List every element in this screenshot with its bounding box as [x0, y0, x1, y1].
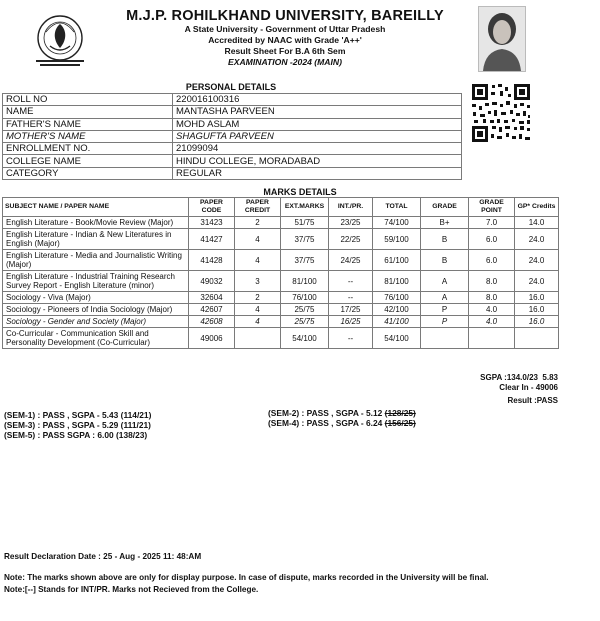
sgpa-value: 5.83: [542, 373, 558, 382]
table-row: [3, 292, 559, 304]
subject-cell: Co-Curricular - Communication Skill and Personality Development (Co-Curricular): [3, 328, 189, 349]
grade-point-cell: [469, 328, 515, 349]
semester-results-right: [268, 408, 416, 428]
int-cell: 17/25: [329, 304, 373, 316]
table-row: [3, 94, 462, 106]
gp-credits-cell: [515, 328, 559, 349]
total-cell: 41/100: [373, 316, 421, 328]
personal-details-title: PERSONAL DETAILS: [185, 82, 277, 92]
ext-cell: 51/75: [281, 217, 329, 229]
accreditation: Accredited by NAAC with Grade 'A++': [208, 35, 362, 45]
result-declaration-date: Result Declaration Date : 25 - Aug - 2025 11: 48:AM: [4, 552, 202, 561]
ext-cell: 25/75: [281, 304, 329, 316]
sem3-result: (SEM-3) : PASS , SGPA - 5.29 (111/21): [4, 420, 151, 430]
subject-cell: Sociology - Gender and Society (Major): [3, 316, 189, 328]
code-cell: 42607: [189, 304, 235, 316]
clear-in: Clear In - 49006: [499, 383, 558, 392]
ext-cell: 37/75: [281, 229, 329, 250]
sem5-result: (SEM-5) : PASS SGPA : 6.00 (138/23): [4, 430, 148, 440]
sem2-prefix: (SEM-2) : PASS , SGPA - 5.12: [268, 408, 385, 418]
category-value: REGULAR: [173, 167, 462, 179]
grade-point-cell: 8.0: [469, 292, 515, 304]
table-row: [3, 130, 462, 142]
table-row: [3, 271, 559, 292]
father-name-label: FATHER'S NAME: [3, 118, 173, 130]
table-row: [3, 118, 462, 130]
grade-point-cell: 7.0: [469, 217, 515, 229]
grade-point-cell: 4.0: [469, 316, 515, 328]
int-cell: 16/25: [329, 316, 373, 328]
document-header: [100, 8, 470, 68]
credit-cell: 4: [235, 304, 281, 316]
ext-cell: 25/75: [281, 316, 329, 328]
credit-cell: 4: [235, 250, 281, 271]
total-cell: 61/100: [373, 250, 421, 271]
gp-credits-cell: 16.0: [515, 316, 559, 328]
subject-cell: English Literature - Industrial Training Research Survey Report - English Literature (minor): [3, 271, 189, 292]
roll-no-label: ROLL NO: [3, 94, 173, 106]
result-sheet-title: Result Sheet For B.A 6th Sem: [224, 46, 346, 56]
roll-no-value: 220016100316: [173, 94, 462, 106]
table-row: [3, 229, 559, 250]
code-cell: 32604: [189, 292, 235, 304]
grade-point-cell: 4.0: [469, 304, 515, 316]
table-header-row: [3, 198, 559, 217]
table-row: [3, 167, 462, 179]
marks-details-title: MARKS DETAILS: [263, 187, 337, 197]
table-row: [3, 155, 462, 167]
grade-cell: [421, 328, 469, 349]
grade-cell: B: [421, 229, 469, 250]
credit-cell: 4: [235, 229, 281, 250]
grade-cell: A: [421, 292, 469, 304]
code-cell: 41428: [189, 250, 235, 271]
footer-note-1: Note: The marks shown above are only for display purpose. In case of dispute, marks recorded in the University will be final.: [4, 573, 489, 582]
code-cell: 31423: [189, 217, 235, 229]
credit-cell: 4: [235, 316, 281, 328]
code-cell: 49006: [189, 328, 235, 349]
table-row: [3, 217, 559, 229]
sem4-ratio: (156/25): [384, 418, 416, 428]
table-row: [3, 328, 559, 349]
sem1-result: (SEM-1) : PASS , SGPA - 5.43 (114/21): [4, 410, 152, 420]
subject-cell: English Literature - Indian & New Literatures in English (Major): [3, 229, 189, 250]
ext-cell: 76/100: [281, 292, 329, 304]
table-row: [3, 316, 559, 328]
credit-cell: 2: [235, 217, 281, 229]
col-total: TOTAL: [373, 198, 421, 217]
mother-name-value: SHAGUFTA PARVEEN: [173, 130, 462, 142]
col-paper-credit: PAPER CREDIT: [235, 198, 281, 217]
grade-point-cell: 6.0: [469, 250, 515, 271]
student-photo: [478, 6, 526, 72]
gp-credits-cell: 16.0: [515, 304, 559, 316]
total-cell: 59/100: [373, 229, 421, 250]
total-cell: 76/100: [373, 292, 421, 304]
grade-point-cell: 8.0: [469, 271, 515, 292]
col-subject: SUBJECT NAME / PAPER NAME: [3, 198, 189, 217]
col-grade: GRADE: [421, 198, 469, 217]
credit-cell: [235, 328, 281, 349]
credit-cell: 3: [235, 271, 281, 292]
sem2-result: [268, 408, 416, 418]
qr-code: [470, 82, 532, 144]
ext-cell: 54/100: [281, 328, 329, 349]
total-cell: 81/100: [373, 271, 421, 292]
code-cell: 42608: [189, 316, 235, 328]
credit-cell: 2: [235, 292, 281, 304]
personal-details-table: [2, 93, 462, 180]
gp-credits-cell: 24.0: [515, 271, 559, 292]
total-cell: 74/100: [373, 217, 421, 229]
int-cell: 23/25: [329, 217, 373, 229]
col-gp-credits: GP* Credits: [515, 198, 559, 217]
ext-cell: 37/75: [281, 250, 329, 271]
col-paper-code: PAPER CODE: [189, 198, 235, 217]
col-int-pr: INT./PR.: [329, 198, 373, 217]
subject-cell: English Literature - Book/Movie Review (Major): [3, 217, 189, 229]
name-value: MANTASHA PARVEEN: [173, 106, 462, 118]
grade-cell: B: [421, 250, 469, 271]
gp-credits-cell: 14.0: [515, 217, 559, 229]
code-cell: 41427: [189, 229, 235, 250]
code-cell: 49032: [189, 271, 235, 292]
father-name-value: MOHD ASLAM: [173, 118, 462, 130]
gp-credits-cell: 24.0: [515, 250, 559, 271]
grade-point-cell: 6.0: [469, 229, 515, 250]
category-label: CATEGORY: [3, 167, 173, 179]
university-name: M.J.P. ROHILKHAND UNIVERSITY, BAREILLY: [126, 8, 444, 24]
examination-title: EXAMINATION -2024 (MAIN): [228, 57, 342, 67]
int-cell: --: [329, 271, 373, 292]
total-cell: 54/100: [373, 328, 421, 349]
mother-name-label: MOTHER'S NAME: [3, 130, 173, 142]
grade-cell: B+: [421, 217, 469, 229]
table-row: [3, 304, 559, 316]
university-status: A State University - Government of Uttar Pradesh: [184, 24, 386, 34]
semester-results-left: [4, 410, 151, 440]
sem4-prefix: (SEM-4) : PASS , SGPA - 6.24: [268, 418, 385, 428]
grade-cell: P: [421, 304, 469, 316]
sem4-result: [268, 418, 416, 428]
table-row: [3, 143, 462, 155]
name-label: NAME: [3, 106, 173, 118]
col-grade-point: GRADE POINT: [469, 198, 515, 217]
grade-cell: P: [421, 316, 469, 328]
sgpa-line: [480, 373, 558, 383]
final-result: Result :PASS: [507, 396, 558, 405]
marks-details-table: [2, 197, 559, 349]
enrollment-no-label: ENROLLMENT NO.: [3, 143, 173, 155]
table-row: [3, 250, 559, 271]
subject-cell: Sociology - Pioneers of India Sociology (Major): [3, 304, 189, 316]
footer-note-2: Note:[--] Stands for INT/PR. Marks not Recieved from the College.: [4, 585, 259, 594]
enrollment-no-value: 21099094: [173, 143, 462, 155]
subject-cell: Sociology - Viva (Major): [3, 292, 189, 304]
result-summary: [480, 373, 558, 406]
col-ext-marks: EXT.MARKS: [281, 198, 329, 217]
college-name-value: HINDU COLLEGE, MORADABAD: [173, 155, 462, 167]
grade-cell: A: [421, 271, 469, 292]
table-row: [3, 106, 462, 118]
gp-credits-cell: 24.0: [515, 229, 559, 250]
total-cell: 42/100: [373, 304, 421, 316]
college-name-label: COLLEGE NAME: [3, 155, 173, 167]
int-cell: --: [329, 292, 373, 304]
university-logo: [26, 10, 94, 70]
sem2-ratio: (128/25): [384, 408, 416, 418]
int-cell: --: [329, 328, 373, 349]
ext-cell: 81/100: [281, 271, 329, 292]
int-cell: 22/25: [329, 229, 373, 250]
int-cell: 24/25: [329, 250, 373, 271]
sgpa-label: SGPA :134.0/23: [480, 373, 538, 382]
subject-cell: English Literature - Media and Journalistic Writing (Major): [3, 250, 189, 271]
gp-credits-cell: 16.0: [515, 292, 559, 304]
